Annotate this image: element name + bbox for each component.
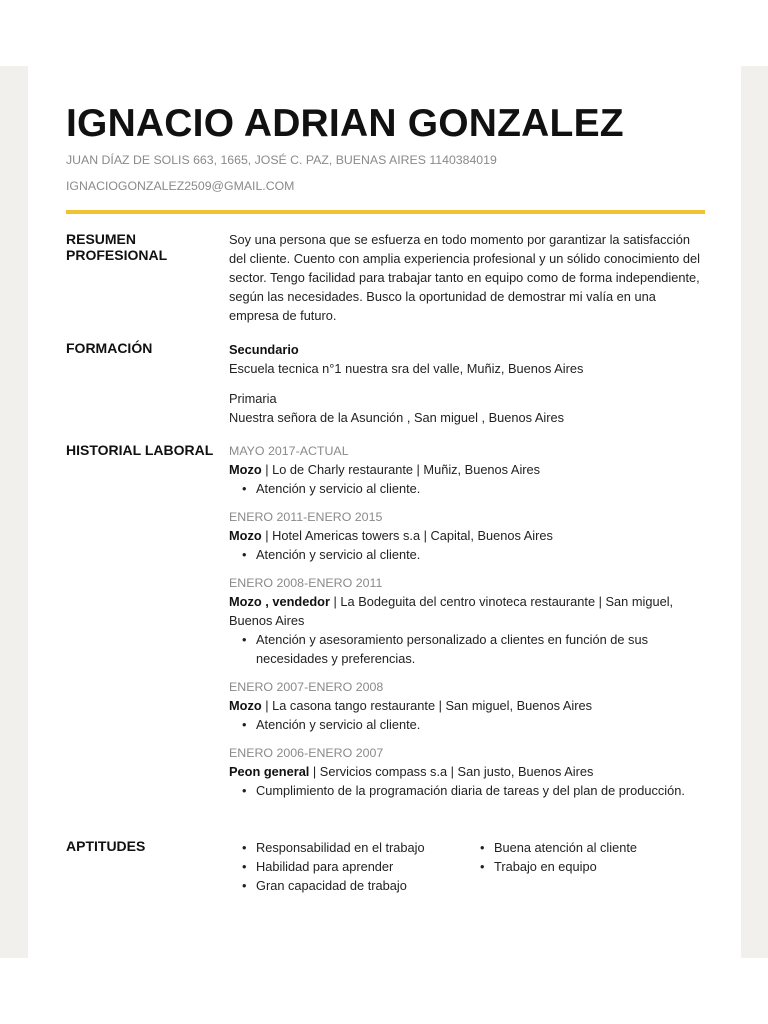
summary-title-line2: PROFESIONAL xyxy=(66,247,168,263)
job-bullet: • Atención y servicio al cliente. xyxy=(229,545,707,564)
job-role: Mozo xyxy=(229,462,262,477)
summary-text: Soy una persona que se esfuerza en todo momento por garantizar la satisfacción del cliente. Cuento con amplia experiencia profesional y un sólido conocimiento del sector. Tengo facilidad para trabajar tanto en equipo como de forma independiente, según las necesidades. Busco la oportunidad de demostrar mi valía en una empresa de futuro. xyxy=(229,232,700,323)
job-bullet: • Atención y servicio al cliente. xyxy=(229,479,707,498)
section-title-summary xyxy=(66,231,226,263)
job-heading xyxy=(229,696,707,715)
job-bullets xyxy=(229,715,707,734)
education-place: Nuestra señora de la Asunción , San miguel , Buenos Aires xyxy=(229,410,565,425)
summary-title-line1: RESUMEN xyxy=(66,231,137,247)
job-detail: | Lo de Charly restaurante | Muñiz, Buenos Aires xyxy=(261,462,541,477)
job-detail: | La Bodeguita del centro vinoteca restaurante | San miguel, Buenos Aires xyxy=(229,594,674,628)
job-heading xyxy=(229,592,707,630)
contact-address: JUAN DÍAZ DE SOLIS 663, 1665, JOSÉ C. PAZ, BUENAS AIRES 1140384019 xyxy=(66,153,497,167)
job-detail: | La casona tango restaurante | San miguel, Buenos Aires xyxy=(261,698,593,713)
skill-item: • Buena atención al cliente xyxy=(467,838,697,857)
skill-item: • Responsabilidad en el trabajo xyxy=(229,838,467,857)
work-list xyxy=(229,442,707,810)
job-date: ENERO 2007-ENERO 2008 xyxy=(229,680,384,694)
section-title-education: FORMACIÓN xyxy=(66,340,153,356)
job-bullets xyxy=(229,545,707,564)
job-entry xyxy=(229,744,707,800)
skill-item: • Gran capacidad de trabajo xyxy=(229,876,467,895)
section-title-skills: APTITUDES xyxy=(66,838,146,854)
section-title-work: HISTORIAL LABORAL xyxy=(66,442,214,458)
header-divider xyxy=(66,210,705,214)
job-date: ENERO 2011-ENERO 2015 xyxy=(229,510,383,524)
job-heading xyxy=(229,526,707,545)
job-date: ENERO 2006-ENERO 2007 xyxy=(229,746,384,760)
job-bullets xyxy=(229,479,707,498)
education-level: Primaria xyxy=(229,391,277,406)
job-bullet: • Atención y servicio al cliente. xyxy=(229,715,707,734)
resume-sheet xyxy=(28,66,741,958)
job-heading xyxy=(229,460,707,479)
job-entry xyxy=(229,508,707,564)
skills-column-1 xyxy=(229,838,467,895)
job-detail: | Servicios compass s.a | San justo, Buenos Aires xyxy=(309,764,594,779)
candidate-name: IGNACIO ADRIAN GONZALEZ xyxy=(66,102,624,145)
job-bullet: • Cumplimiento de la programación diaria de tareas y del plan de producción. xyxy=(229,781,707,800)
job-role: Mozo xyxy=(229,528,262,543)
job-date: MAYO 2017-ACTUAL xyxy=(229,444,349,458)
education-place: Escuela tecnica n°1 nuestra sra del valle, Muñiz, Buenos Aires xyxy=(229,361,584,376)
job-entry xyxy=(229,442,707,498)
job-role: Mozo xyxy=(229,698,262,713)
job-entry xyxy=(229,678,707,734)
contact-email[interactable]: IGNACIOGONZALEZ2509@GMAIL.COM xyxy=(66,179,295,193)
job-bullet: • Atención y asesoramiento personalizado a clientes en función de sus necesidades y preferencias. xyxy=(229,630,707,668)
skill-item: • Trabajo en equipo xyxy=(467,857,697,876)
job-detail: | Hotel Americas towers s.a | Capital, Buenos Aires xyxy=(261,528,553,543)
skills-column-2 xyxy=(467,838,697,895)
education-list xyxy=(229,340,707,427)
job-role: Mozo , vendedor xyxy=(229,594,330,609)
job-bullets xyxy=(229,630,707,668)
job-entry xyxy=(229,574,707,668)
job-date: ENERO 2008-ENERO 2011 xyxy=(229,576,383,590)
skills-list xyxy=(229,838,707,895)
job-role: Peon general xyxy=(229,764,310,779)
education-level: Secundario xyxy=(229,342,299,357)
job-bullets xyxy=(229,781,707,800)
skill-item: • Habilidad para aprender xyxy=(229,857,467,876)
job-heading xyxy=(229,762,707,781)
